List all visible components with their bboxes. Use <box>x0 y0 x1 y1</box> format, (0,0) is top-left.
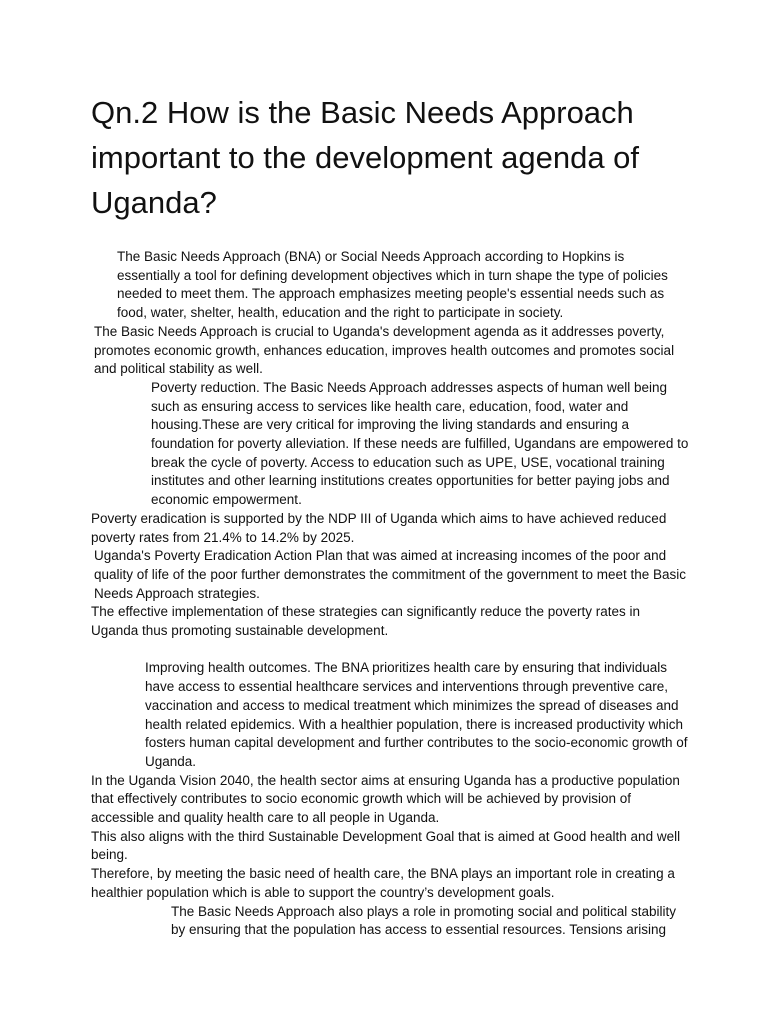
paragraph-spacer <box>91 641 691 660</box>
paragraph-health-conclusion: Therefore, by meeting the basic need of health care, the BNA plays an important role in creating a healthier population which is able to support the country’s development goals. <box>91 866 675 900</box>
paragraph-peap: Uganda's Poverty Eradication Action Plan that was aimed at increasing incomes of the poor and quality of life of the poor further demonstrates the commitment of the government to meet the Basic Needs Approach strategies. <box>94 548 687 601</box>
paragraph-ndp-iii: Poverty eradication is supported by the NDP III of Uganda which aims to have achieved reduced poverty rates from 21.4% to 14.2% by 2025. <box>91 510 667 545</box>
paragraph-health-outcomes: Improving health outcomes. The BNA prioritizes health care by ensuring that individuals have access to essential healthcare services and interventions through preventive care, vaccination and access to medical treatment which minimizes the spread of diseases and health related epidemics. With a healthier population, there is increased productivity which fosters human capital development and further contributes to the socio-economic growth of Uganda. <box>145 660 688 769</box>
paragraph-sdg-3: This also aligns with the third Sustainable Development Goal that is aimed at Good health and well being. <box>91 828 681 863</box>
paragraph-vision-2040: In the Uganda Vision 2040, the health sector aims at ensuring Uganda has a productive population that effectively contributes to socio economic growth which will be achieved by provision of accessible and quality health care to all people in Uganda. <box>91 772 680 826</box>
page-title: Qn.2 How is the Basic Needs Approach important to the development agenda of Uganda? <box>91 95 640 220</box>
paragraph-bna-importance: The Basic Needs Approach is crucial to Uganda's development agenda as it addresses poverty, promotes economic growth, enhances education, improves health outcomes and promotes social and political stability as well. <box>94 323 675 377</box>
paragraph-poverty-reduction: Poverty reduction. The Basic Needs Approach addresses aspects of human well being such as ensuring access to services like health care, education, food, water and housing.These are very critical for improving the living standards and ensuring a foundation for poverty alleviation. If these needs are fulfilled, Ugandans are empowered to break the cycle of poverty. Access to education such as UPE, USE, vocational training institutes and other learning institutions creates opportunities for better paying jobs and economic empowerment. <box>151 379 689 508</box>
paragraph-implementation: The effective implementation of these strategies can significantly reduce the poverty rates in Uganda thus promoting sustainable development. <box>91 604 641 639</box>
paragraph-bna-definition: The Basic Needs Approach (BNA) or Social Needs Approach according to Hopkins is essentially a tool for defining development objectives which in turn shape the type of policies needed to meet them. The approach emphasizes meeting people's essential needs such as food, water, shelter, health, education and the right to participate in society. <box>117 249 668 321</box>
paragraph-stability: The Basic Needs Approach also plays a role in promoting social and political stability by ensuring that the population has access to essential resources. Tensions arising <box>171 903 677 938</box>
document-body <box>91 248 691 940</box>
